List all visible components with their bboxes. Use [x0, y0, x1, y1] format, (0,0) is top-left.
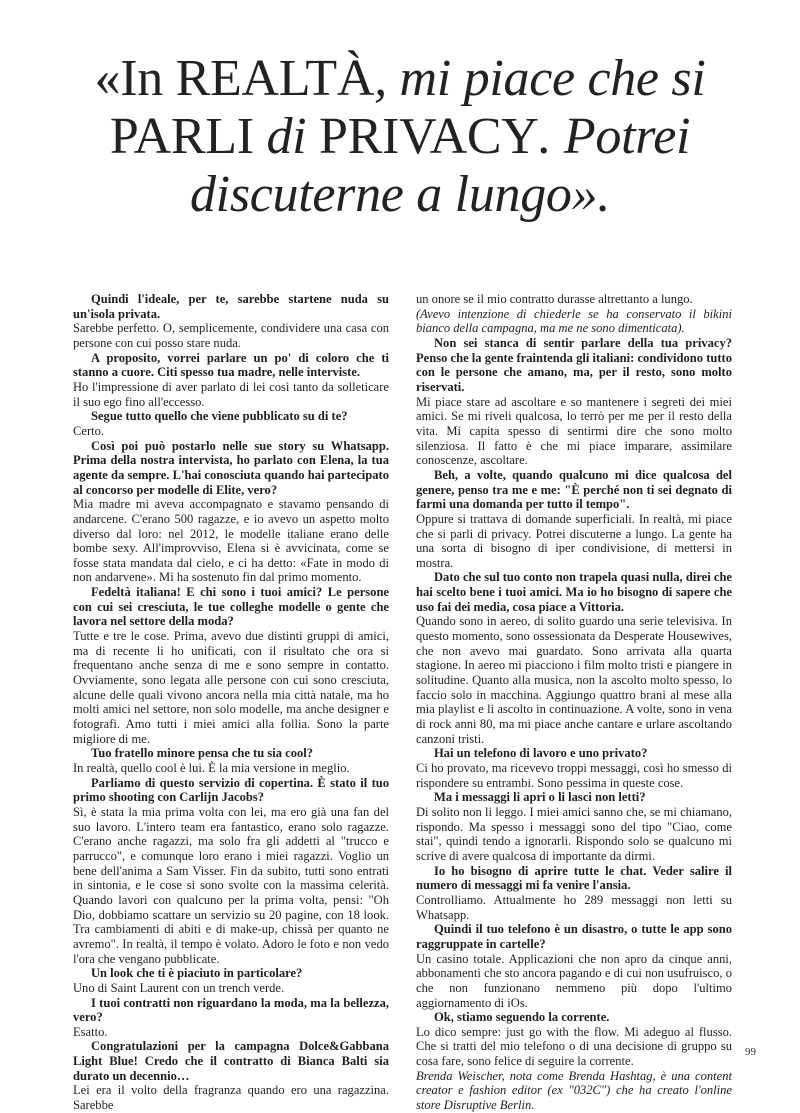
- interview-answer: Di solito non li leggo. I miei amici sanno che, se mi chiamano, rispondo. Ma spesso i messaggi sono del tipo "Ciao, come stai", quindi tendo a ignorarli. Rispondo solo se qualcuno mi scrive di avere qualcosa di importante da dirmi.: [416, 804, 732, 863]
- interview-question: Tuo fratello minore pensa che tu sia cool?: [91, 746, 314, 761]
- interview-answer: Sarebbe perfetto. O, semplicemente, condividere una casa con persone con cui posso stare nuda.: [73, 321, 389, 350]
- interview-question: Ok, stiamo seguendo la corrente.: [434, 1010, 610, 1025]
- interview-question: Così poi può postarlo nelle sue story su Whatsapp. Prima della nostra intervista, ho parlato con Elena, la tua agente da sempre. L'hai conosciuta quando hai partecipato al concorso per modelle di Elite, vero?: [73, 438, 389, 497]
- interview-answer: Sì, è stata la mia prima volta con lei, ma ero già una fan del suo lavoro. L'intero team era fantastico, erano solo ragazze. C'erano anche ragazzi, ma solo fra gli addetti al "trucco e parrucco", e comunque loro erano i miei ragazzi. Voglio un bene dell'anima a Sam Visser. Fin da subito, tutti sono entrati in sintonia, e le cose si sono svolte con la massima celerità. Quando lavori con qualcuno per la prima volta, pensi: "Oh Dio, dobbiamo scattare un servizio su 20 pagine, con 18 look. Tra cambiamenti di abiti e di make-up, chissà per quanto ne avremo". In realtà, il tempo è volato. Adoro le foto e non vedo l'ora che vengano pubblicate.: [73, 804, 389, 966]
- interview-answer: Oppure si trattava di domande superficiali. In realtà, mi piace che si parli di privacy. Potrei discuterne a lungo. La gente ha una sorta di bisogno di iper condivisione, di mettersi in mostra.: [416, 511, 732, 570]
- interview-answer: In realtà, quello cool è lui. È la mia versione in meglio.: [73, 761, 350, 775]
- interview-answer: Un casino totale. Applicazioni che non apro da cinque anni, abbonamenti che sto ancora pagando e di cui non usufruisco, o che non funzionano nemmeno più dopo l'ultimo aggiornamento di iOs.: [416, 951, 732, 1010]
- editor-note: (Avevo intenzione di chiederle se ha conservato il bikini bianco della campagna, ma me ne sono dimenticata).: [416, 306, 732, 336]
- interview-question: Non sei stanca di sentir parlare della tua privacy? Penso che la gente fraintenda gli italiani: condividono tutto con le persone che amano, ma, per il resto, sono molto riservati.: [416, 335, 732, 394]
- interview-answer: Mia madre mi aveva accompagnato e stavamo pensando di andarcene. C'erano 500 ragazze, e io avevo un aspetto molto diverso dal loro: nel 2012, le modelle italiane erano delle bombe sexy. All'improvviso, Elena si è avvicinata, come se fosse stata mandata dal cielo, e ci ha detto: «Fate in modo di non andarvene». Mi ha sostenuto fin dal primo momento.: [73, 497, 389, 585]
- interview-answer: Certo.: [73, 423, 105, 438]
- interview-answer: Ci ho provato, ma ricevevo troppi messaggi, così ho smesso di rispondere su entrambi. Sono pessima in queste cose.: [416, 761, 732, 790]
- interview-question: Quindi l'ideale, per te, sarebbe startene nuda su un'isola privata.: [73, 292, 389, 321]
- interview-answer: Tutte e tre le cose. Prima, avevo due distinti gruppi di amici, ma di recente li ho unificati, con il risultato che ora si frequentano anche senza di me e sono sempre in contatto. Ovviamente, sono legata alle persone con cui sono cresciuta, alcune delle quali vivono ancora nella mia città natale, ma ho molti amici nel settore, non solo modelle, ma anche designer e fotografi. Amo tutti i miei amici alla follia. Sono la parte migliore di me.: [73, 629, 389, 746]
- interview-question: Congratulazioni per la campagna Dolce&Gabbana Light Blue! Credo che il contratto di Bianca Balti sia durato un decennio…: [73, 1039, 389, 1083]
- interview-question: A proposito, vorrei parlare un po' di coloro che ti stanno a cuore. Citi spesso tua madre, nelle interviste.: [73, 350, 389, 380]
- interview-question: Io ho bisogno di aprire tutte le chat. Veder salire il numero di messaggi mi fa venire l'ansia.: [416, 863, 732, 893]
- interview-question: Parliamo di questo servizio di copertina. È stato il tuo primo shooting con Carlijn Jacobs?: [73, 775, 389, 805]
- interview-question: Hai un telefono di lavoro e uno privato?: [434, 746, 648, 761]
- interview-answer: Uno di Saint Laurent con un trench verde.: [73, 980, 285, 995]
- interview-question: Beh, a volte, quando qualcuno mi dice qualcosa del genere, penso tra me e me: "È perché non ti sei degnato di farmi una domanda per tutto il tempo".: [416, 467, 732, 512]
- interview-answer: Lei era il volto della fragranza quando ero una ragazzina. Sarebbe: [73, 1083, 389, 1113]
- article-column-right: [416, 292, 732, 1113]
- pull-quote-headline: «In REALTÀ, mi piace che si PARLI di PRIVACY. Potrei discuterne a lungo».: [94, 50, 706, 223]
- interview-question: Fedeltà italiana! E chi sono i tuoi amici? Le persone con cui sei cresciuta, le tue colleghe modelle o gente che lavora nel settore della moda?: [73, 585, 389, 629]
- interview-answer: Mi piace stare ad ascoltare e so mantenere i segreti dei miei amici. Se mi riveli qualcosa, lo terrò per me per il resto della vita. Mi capita spesso di sentirmi dire che sono molto silenziosa. Il fatto è che mi piace imparare, assimilare conoscenze, ascoltare.: [416, 394, 732, 468]
- interview-question: Dato che sul tuo conto non trapela quasi nulla, direi che hai scelto bene i tuoi amici. Ma io ho bisogno di sapere che uso fai dei media, cosa piace a Vittoria.: [416, 570, 732, 614]
- interview-answer: Controlliamo. Attualmente ho 289 messaggi non letti su Whatsapp.: [416, 892, 732, 922]
- interview-answer: Esatto.: [73, 1024, 108, 1039]
- interview-answer: Ho l'impressione di aver parlato di lei così tanto da solleticare il suo ego fino all'eccesso.: [73, 379, 389, 409]
- interview-question: Quindi il tuo telefono è un disastro, o tutte le app sono raggruppate in cartelle?: [416, 922, 732, 951]
- editor-note: Brenda Weischer, nota come Brenda Hashtag, è una content creator e fashion editor (ex "032C") che ha creato l'online store Disruptive Berlin.: [416, 1068, 732, 1113]
- interview-question: Un look che ti è piaciuto in particolare?: [91, 966, 303, 981]
- interview-question: I tuoi contratti non riguardano la moda, ma la bellezza, vero?: [73, 995, 389, 1025]
- interview-question: Segue tutto quello che viene pubblicato su di te?: [91, 409, 348, 424]
- interview-answer: un onore se il mio contratto durasse altrettanto a lungo.: [416, 292, 693, 306]
- interview-question: Ma i messaggi li apri o li lasci non letti?: [434, 790, 646, 805]
- page-number: 99: [745, 1046, 756, 1058]
- article-column-left: [73, 292, 389, 1113]
- interview-answer: Quando sono in aereo, di solito guardo una serie televisiva. In questo momento, sono ossessionata da Desperate Housewives, che non avevo mai guardato. Sono arrivata alla quarta stagione. In aereo mi piacciono i film molto tristi e piangere in solitudine. Quanto alla musica, non la ascolto molto spesso, lo faccio solo in macchina. Aggiungo quattro brani al mese alla mia playlist e li ascolto in continuazione. A volte, sono in vena di rock anni 80, ma mi piace anche cantare e urlare ascoltando canzoni tristi.: [416, 614, 732, 746]
- interview-answer: Lo dico sempre: just go with the flow. Mi adeguo al flusso. Che si tratti del mio telefono o di una decisione di gruppo su cosa fare, sono felice di seguire la corrente.: [416, 1024, 732, 1069]
